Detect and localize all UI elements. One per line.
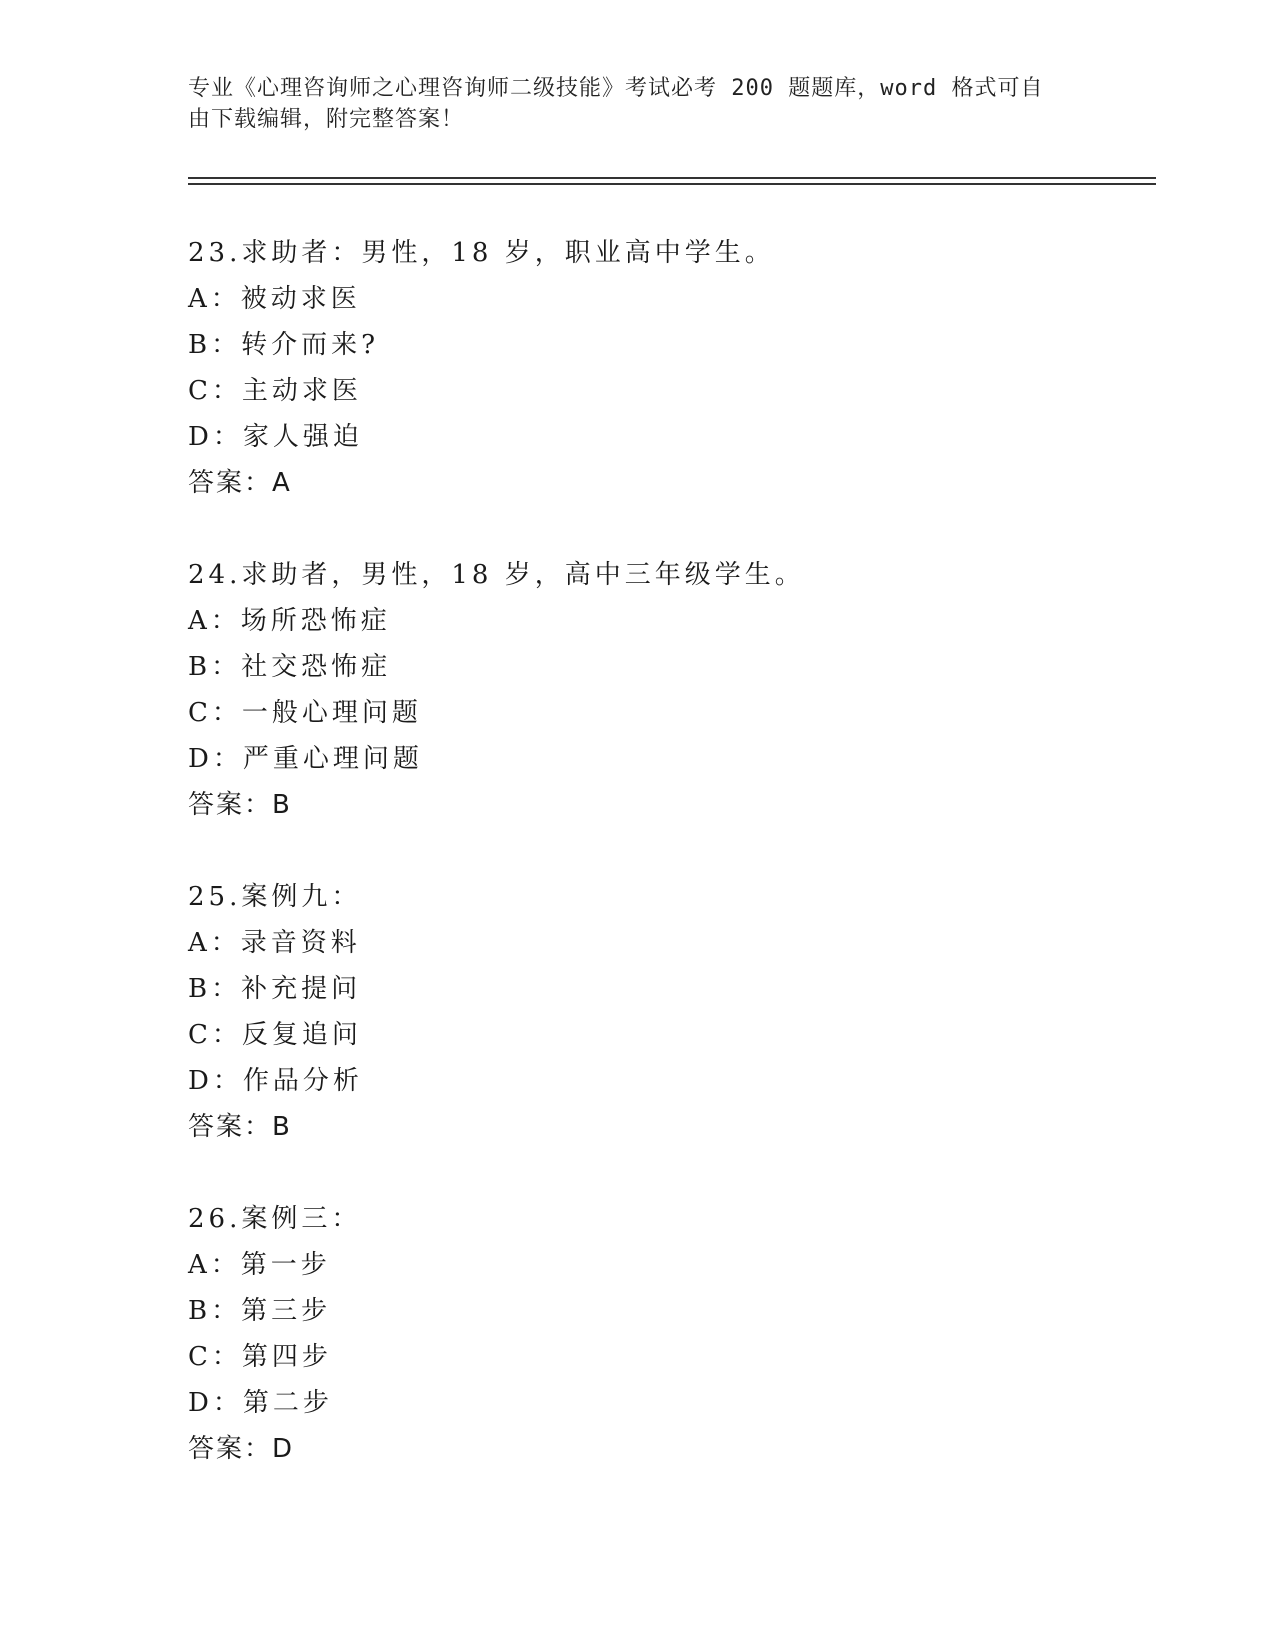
option-a: A：录音资料 <box>188 928 361 958</box>
option-d: D：严重心理问题 <box>188 744 423 774</box>
option-b: B：社交恐怖症 <box>188 652 392 682</box>
question-26 <box>188 1196 1088 1472</box>
question-stem: 26.案例三： <box>188 1204 362 1234</box>
answer: 答案：D <box>188 1434 295 1464</box>
answer: 答案：A <box>188 468 292 498</box>
question-stem: 25.案例九： <box>188 882 362 912</box>
question-stem: 24.求助者，男性，18 岁，高中三年级学生。 <box>188 560 805 590</box>
header-line-2: 由下载编辑，附完整答案！ <box>188 107 465 132</box>
option-d: D：家人强迫 <box>188 422 363 452</box>
header-divider-top <box>188 177 1156 179</box>
answer: 答案：B <box>188 790 292 820</box>
option-b: B：补充提问 <box>188 974 362 1004</box>
option-c: C：第四步 <box>188 1342 332 1372</box>
option-c: C：主动求医 <box>188 376 362 406</box>
option-c: C：一般心理问题 <box>188 698 422 728</box>
option-a: A：场所恐怖症 <box>188 606 391 636</box>
option-d: D：第二步 <box>188 1388 333 1418</box>
question-25 <box>188 874 1088 1150</box>
option-c: C：反复追问 <box>188 1020 362 1050</box>
question-23 <box>188 230 1088 506</box>
header-line-1: 专业《心理咨询师之心理咨询师二级技能》考试必考 200 题题库，word 格式可自 <box>188 76 1044 101</box>
option-d: D：作品分析 <box>188 1066 363 1096</box>
question-24 <box>188 552 1088 828</box>
option-a: A：第一步 <box>188 1250 331 1280</box>
answer: 答案：B <box>188 1112 292 1142</box>
question-stem: 23.求助者：男性，18 岁，职业高中学生。 <box>188 238 775 268</box>
option-b: B：第三步 <box>188 1296 332 1326</box>
header-divider-bottom <box>188 183 1156 185</box>
document-header <box>188 73 1078 135</box>
option-a: A：被动求医 <box>188 284 361 314</box>
option-b: B：转介而来? <box>188 330 380 360</box>
